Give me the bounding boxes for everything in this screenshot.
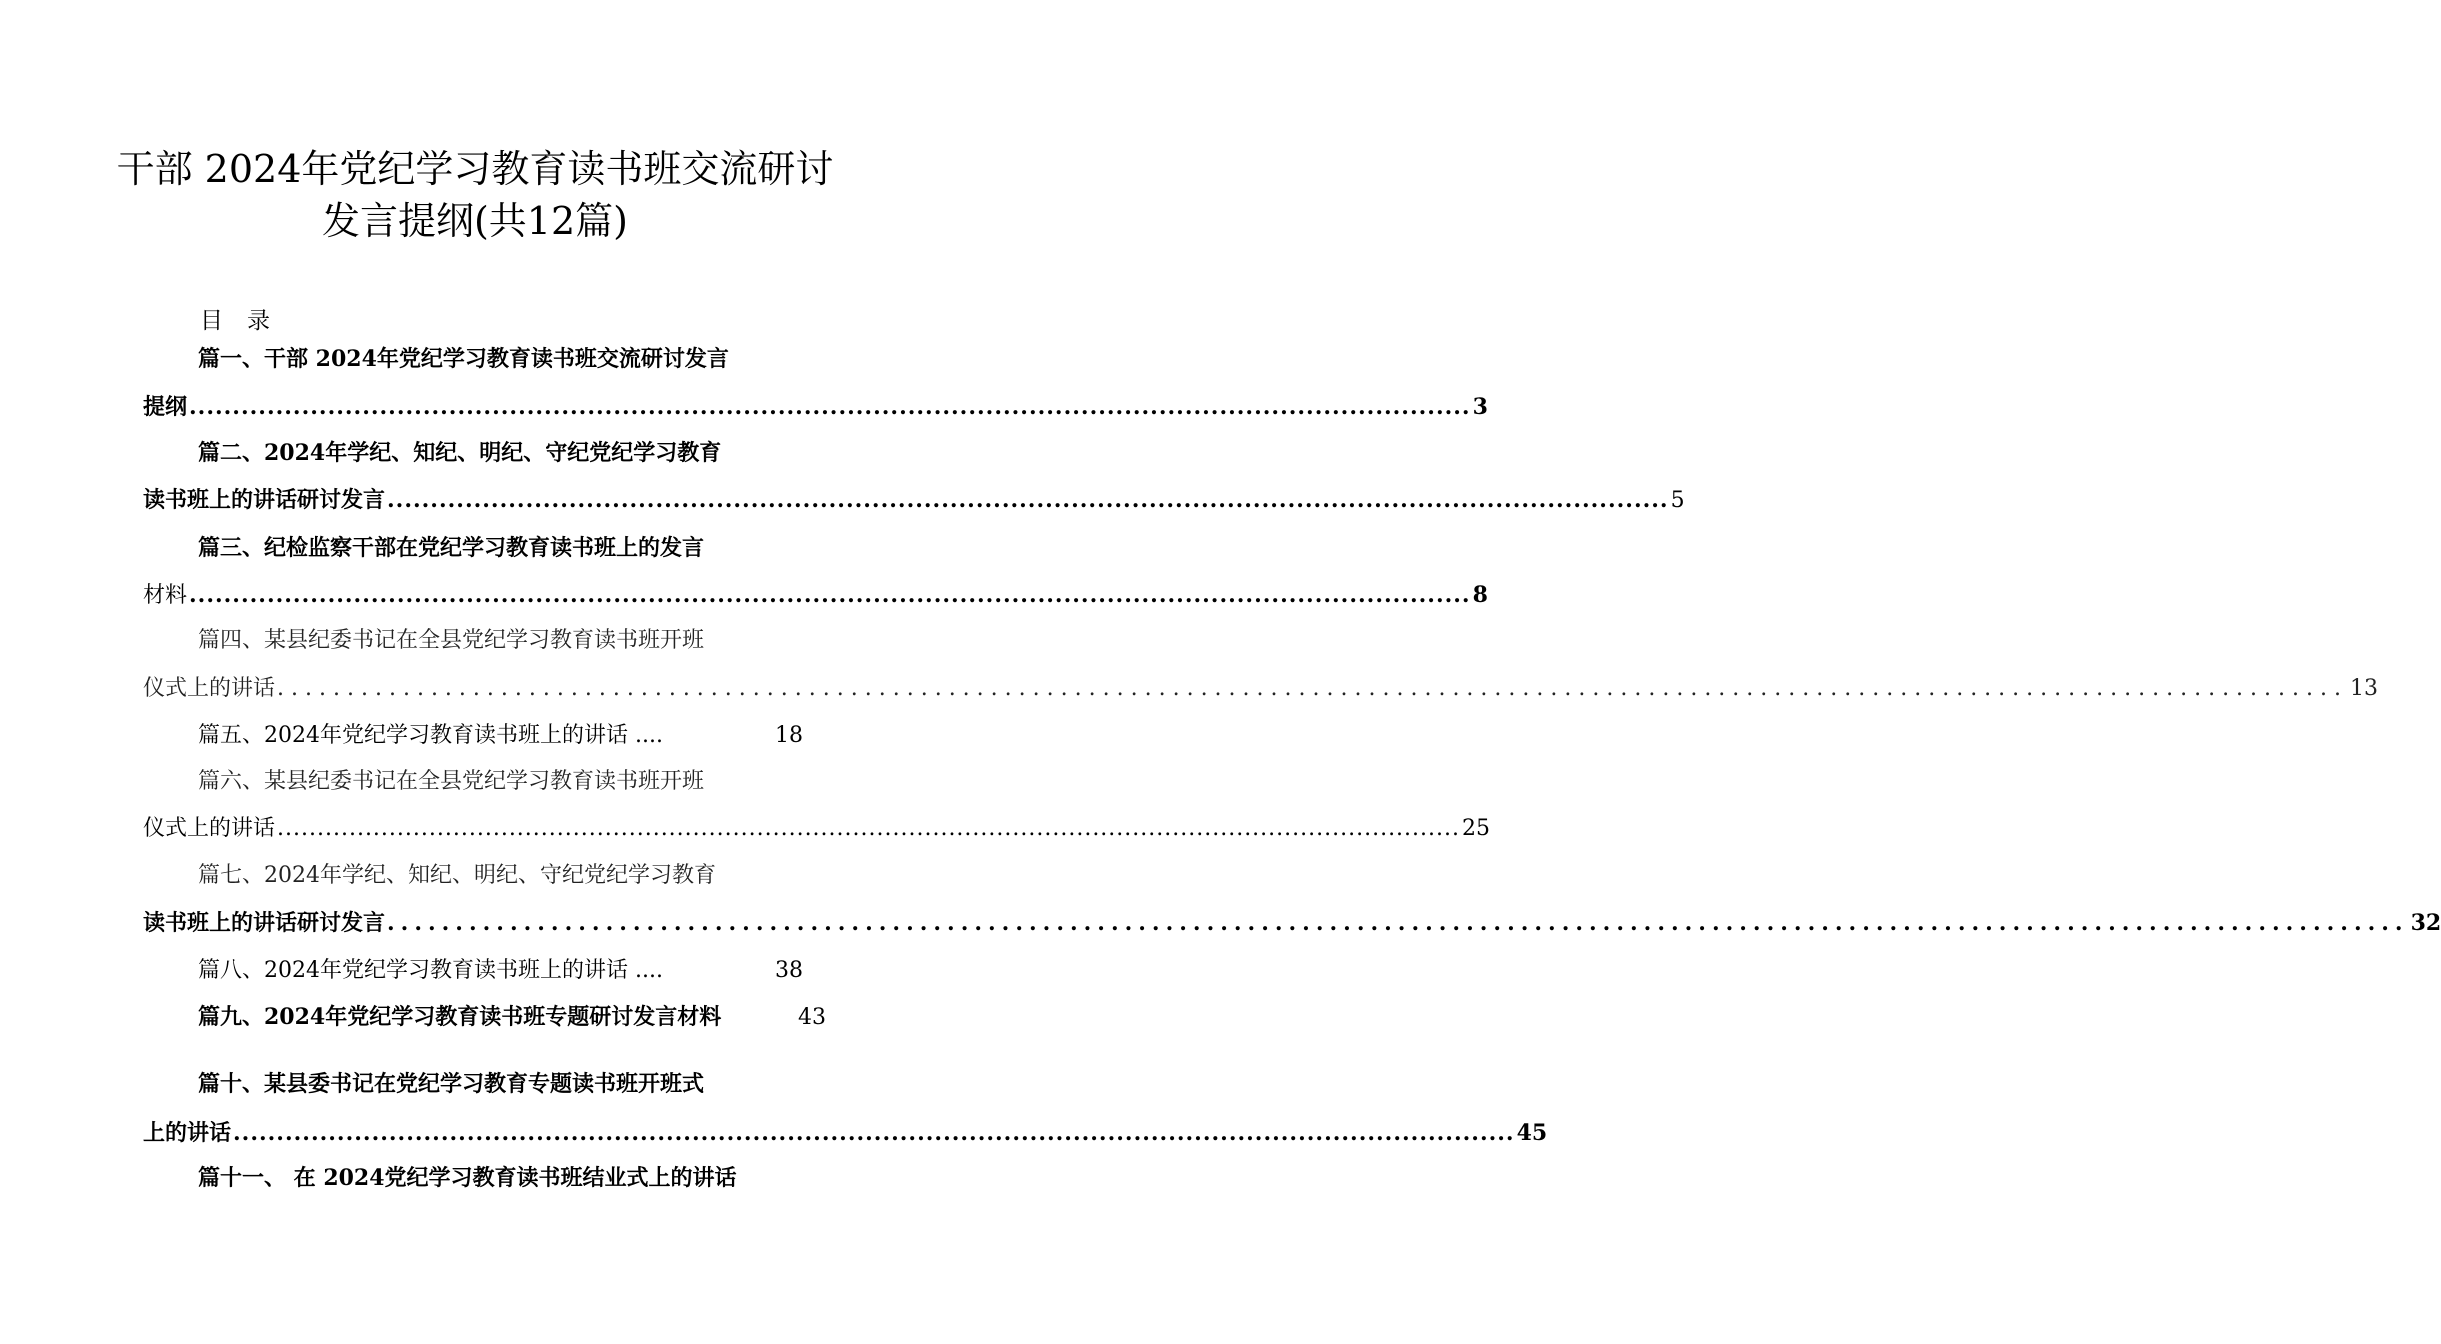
toc-leader-dots: ....................................................................................................................................................	[277, 676, 2349, 701]
toc-entry-text: 读书班上的讲话研讨发言	[143, 487, 386, 513]
toc-leader-dots: ....................................................................................................................................................	[189, 582, 1471, 608]
toc-leader-dots: ....................................................................................................................................................	[387, 910, 2409, 936]
toc-entry-3-title[interactable]: 篇三、纪检监察干部在党纪学习教育读书班上的发言	[198, 535, 705, 561]
toc-entry-8[interactable]	[198, 960, 803, 982]
toc-entry-10-title[interactable]: 篇十、某县委书记在党纪学习教育专题读书班开班式	[198, 1071, 705, 1097]
toc-entry-text: 篇九、2024年党纪学习教育读书班专题研讨发言材料	[198, 1004, 722, 1030]
toc-page-number: 38	[775, 958, 803, 983]
toc-entry-7-continuation[interactable]	[143, 910, 2441, 936]
toc-entry-text: 仪式上的讲话	[143, 816, 276, 841]
toc-leader-dots: ....................................................................................................................................................	[233, 1120, 1515, 1146]
toc-entry-10-continuation[interactable]	[143, 1120, 1548, 1146]
toc-entry-5[interactable]	[198, 725, 803, 747]
toc-entry-7-title[interactable]: 篇七、2024年学纪、知纪、明纪、守纪党纪学习教育	[198, 863, 716, 888]
toc-leader-dots: ....................................................................................................................................................	[277, 816, 1461, 841]
toc-page-number: 25	[1462, 816, 1491, 841]
toc-entry-3-continuation[interactable]	[143, 582, 1488, 608]
toc-entry-1-title[interactable]: 篇一、干部 2024年党纪学习教育读书班交流研讨发言	[198, 346, 729, 372]
toc-entry-1-continuation[interactable]	[143, 394, 1488, 420]
toc-entry-text: 读书班上的讲话研讨发言	[143, 910, 386, 936]
toc-entry-text: 仪式上的讲话	[143, 676, 276, 701]
document-title-line-2: 发言提纲(共12篇)	[321, 199, 628, 243]
document-title-line-1: 干部 2024年党纪学习教育读书班交流研讨	[116, 147, 834, 191]
toc-entry-11-title[interactable]: 篇十一、 在 2024党纪学习教育读书班结业式上的讲话	[198, 1165, 737, 1191]
toc-entry-text: 提纲	[143, 394, 188, 420]
toc-page-number: 13	[2350, 676, 2379, 701]
toc-page-number: 43	[798, 1005, 826, 1030]
toc-leader-dots: ....................................................................................................................................................	[189, 394, 1471, 420]
toc-entry-4-title[interactable]: 篇四、某县纪委书记在全县党纪学习教育读书班开班	[198, 628, 705, 653]
toc-entry-text: 材料	[143, 583, 188, 608]
toc-entry-9[interactable]	[198, 1006, 826, 1029]
toc-entry-4-continuation[interactable]	[143, 676, 2379, 701]
toc-entry-6-continuation[interactable]	[143, 816, 1491, 841]
toc-page-number: 8	[1472, 582, 1488, 608]
toc-page-number: 18	[775, 723, 803, 748]
toc-page-number: 5	[1670, 488, 1685, 513]
toc-page-number: 45	[1516, 1120, 1548, 1146]
toc-entry-2-title[interactable]: 篇二、2024年学纪、知纪、明纪、守纪党纪学习教育	[198, 440, 722, 466]
toc-leader-dots: ....................................................................................................................................................	[387, 487, 1669, 513]
toc-entry-2-continuation[interactable]	[143, 487, 1685, 513]
toc-page-number: 32	[2410, 910, 2441, 936]
toc-entry-text: 上的讲话	[143, 1120, 232, 1146]
toc-entry-text: 篇八、2024年党纪学习教育读书班上的讲话 ....	[198, 958, 663, 983]
toc-entry-6-title[interactable]: 篇六、某县纪委书记在全县党纪学习教育读书班开班	[198, 769, 705, 794]
toc-entry-text: 篇五、2024年党纪学习教育读书班上的讲话 ....	[198, 723, 663, 748]
toc-heading: 目录	[200, 308, 294, 334]
toc-page-number: 3	[1472, 394, 1488, 420]
